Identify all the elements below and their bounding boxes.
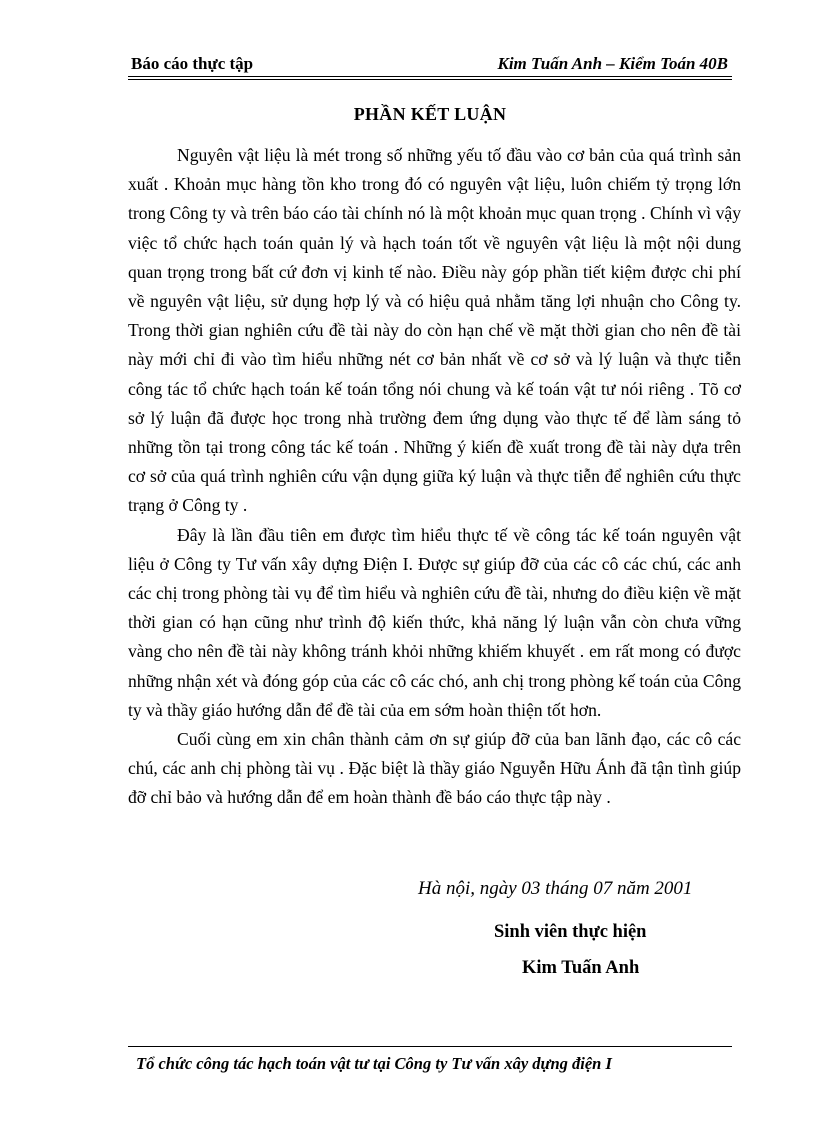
paragraph-2: Đây là lần đầu tiên em được tìm hiểu thực tế về công tác kế toán nguyên vật liệu ở Công ty Tư vấn xây dựng Điện I. Được sự giúp đỡ của các cô các chú, các anh các chị trong phòng tài vụ để tìm hiểu và nghiên cứu đề tài, nhưng do điều kiện về mặt thời gian có hạn cũng như trình độ kiến thức, khả năng lý luận vẫn còn chưa vững vàng cho nên đề tài này không tránh khỏi những khiếm khuyết . em rất mong có được những nhận xét và đóng góp của các cô các chó, anh chị trong phòng kế toán của Công ty và thầy giáo hướng dẫn để đề tài của em sớm hoàn thiện tốt hơn. — [128, 524, 741, 720]
page-footer — [128, 1046, 732, 1082]
header-double-rule — [128, 76, 732, 80]
paragraph-3: Cuối cùng em xin chân thành cảm ơn sự giúp đỡ của ban lãnh đạo, các cô các chú, các anh chị phòng tài vụ . Đặc biệt là thầy giáo Nguyễn Hữu Ánh đã tận tình giúp đỡ chỉ bảo và hướng dẫn để em hoàn thành đề báo cáo thực tập này . — [128, 729, 741, 808]
author-class-label: Kim Tuấn Anh – Kiểm Toán 40B — [497, 54, 728, 73]
conclusion-body — [128, 141, 741, 813]
footer-rule — [128, 1046, 732, 1047]
signature-role: Sinh viên thực hiện — [494, 922, 647, 942]
report-type-label: Báo cáo thực tập — [131, 54, 254, 73]
section-title: PHẦN KẾT LUẬN — [353, 104, 507, 124]
paragraph-1: Nguyên vật liệu là mét trong số những yếu tố đầu vào cơ bản của quá trình sản xuất . Khoản mục hàng tồn kho trong đó có nguyên vật liệu, luôn chiếm tỷ trọng lớn trong Công ty và trên báo cáo tài chính nó là một khoản mục quan trọng . Chính vì vậy việc tổ chức hạch toán quản lý và hạch toán tốt về nguyên vật liệu là một nội dung quan trọng trong bất cứ đơn vị kinh tế nào. Điều này góp phần tiết kiệm được chi phí về nguyên vật liệu, sử dụng hợp lý và có hiệu quả nhằm tăng lợi nhuận cho Công ty. Trong thời gian nghiên cứu đề tài này do còn hạn chế về mặt thời gian cho nên đề tài này mới chỉ đi vào tìm hiểu những nét cơ bản nhất về cơ sở và lý luận và thực tiễn công tác tổ chức hạch toán kế toán tổng nói chung và kế toán vật tư nói riêng . Tõ cơ sở lý luận đã được học trong nhà trường đem ứng dụng vào thực tế để làm sáng tỏ những tồn tại trong công tác kế toán . Những ý kiến đề xuất trong đề tài này dựa trên cơ sở của quá trình nghiên cứu vận dụng giữa ký luận và thực tiễn để nghiên cứu thực trạng ở Công ty . — [128, 145, 741, 516]
footer-title: Tổ chức công tác hạch toán vật tư tại Công ty Tư vấn xây dựng điện I — [136, 1054, 612, 1073]
signature-block — [128, 878, 732, 998]
page-header — [128, 50, 732, 80]
signature-name: Kim Tuấn Anh — [522, 958, 640, 978]
signature-date: Hà nội, ngày 03 tháng 07 năm 2001 — [418, 878, 693, 899]
